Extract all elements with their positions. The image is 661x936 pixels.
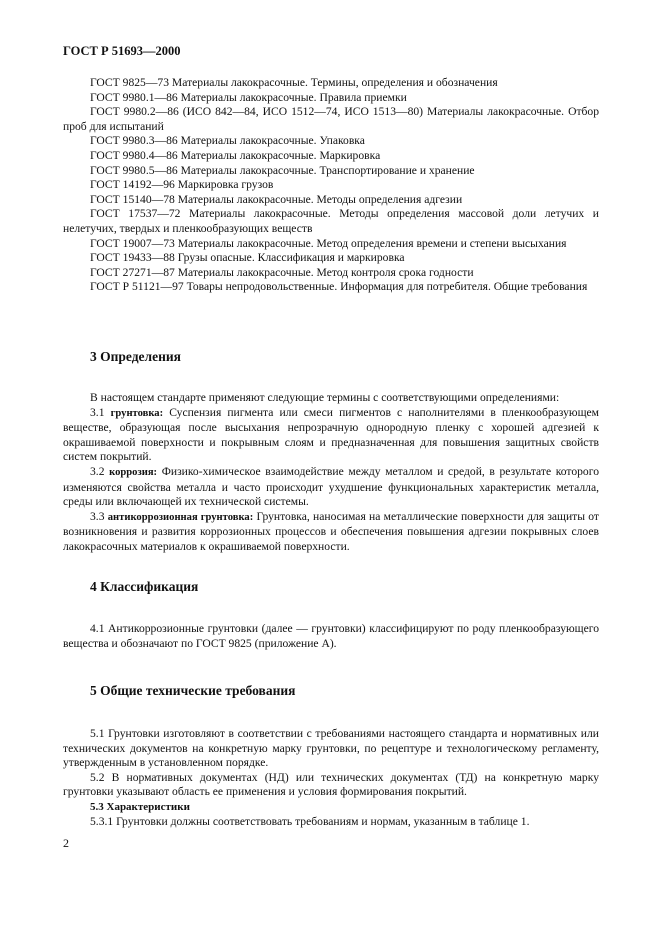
reference-item: ГОСТ 14192—96 Маркировка грузов bbox=[90, 178, 274, 192]
document-header: ГОСТ Р 51693—2000 bbox=[63, 44, 181, 58]
reference-item: ГОСТ 9980.5—86 Материалы лакокрасочные. Транспортирование и хранение bbox=[90, 163, 475, 177]
section-5-body bbox=[63, 727, 599, 829]
section-5-heading: 5 Общие технические требования bbox=[90, 683, 296, 698]
definition-number: 3.1 bbox=[90, 405, 111, 419]
clause-5-2: 5.2 В нормативных документах (НД) или технических документах (ТД) на конкретную марку грунтовки указывают область ее применения и условия формирования покрытий. bbox=[63, 770, 599, 799]
definition-term: грунтовка: bbox=[110, 407, 164, 419]
definition-3-1 bbox=[63, 406, 599, 465]
reference-item: ГОСТ 9980.3—86 Материалы лакокрасочные. Упаковка bbox=[90, 134, 365, 148]
reference-item: ГОСТ Р 51121—97 Товары непродовольственные. Информация для потребителя. Общие требования bbox=[90, 280, 588, 294]
reference-item: ГОСТ 9980.4—86 Материалы лакокрасочные. Маркировка bbox=[90, 148, 381, 162]
reference-item: ГОСТ 15140—78 Материалы лакокрасочные. Методы определения адгезии bbox=[90, 192, 463, 206]
normative-references bbox=[63, 76, 599, 295]
definition-3-2 bbox=[63, 465, 599, 510]
clause-4-1: 4.1 Антикоррозионные грунтовки (далее — грунтовки) классифицируют по роду пленкообразующего вещества и обозначают по ГОСТ 9825 (приложение А). bbox=[63, 622, 599, 650]
subsection-heading bbox=[63, 800, 599, 815]
definition-number: 3.3 bbox=[90, 509, 108, 523]
definition-text: Физико-химическое взаимодействие между металлом и средой, в результате которого изменяются свойства металла и часто происходит ухудшение функциональных характеристик металла, среды или включающей их технической системы. bbox=[63, 464, 599, 509]
reference-item: ГОСТ 19433—88 Грузы опасные. Классификация и маркировка bbox=[90, 251, 405, 265]
definitions-intro: В настоящем стандарте применяют следующие термины с соответствующими определениями: bbox=[90, 391, 560, 404]
subsection-5-3-title: 5.3 Характеристики bbox=[90, 800, 190, 813]
section-4-body bbox=[63, 622, 599, 651]
definition-term: коррозия: bbox=[109, 466, 158, 478]
definition-text: Суспензия пигмента или смеси пигментов с наполнителями в пленкообразующем веществе, образующая после высыхания непрозрачную однородную пленку с хорошей адгезией к окрашиваемой поверхности и покрывным слоям и предназначенная для повышения защитных свойств систем покрытий. bbox=[63, 405, 599, 464]
definition-number: 3.2 bbox=[90, 464, 110, 478]
reference-item: ГОСТ 19007—73 Материалы лакокрасочные. Метод определения времени и степени высыхания bbox=[90, 236, 567, 250]
reference-item: ГОСТ 17537—72 Материалы лакокрасочные. Методы определения массовой доли летучих и нелетучих, твердых и пленкообразующих веществ bbox=[63, 207, 599, 235]
section-3-heading: 3 Определения bbox=[90, 349, 181, 364]
reference-item: ГОСТ 9980.2—86 (ИСО 842—84, ИСО 1512—74, ИСО 1513—80) Материалы лакокрасочные. Отбор проб для испытаний bbox=[63, 105, 599, 133]
clause-5-1: 5.1 Грунтовки изготовляют в соответствии с требованиями настоящего стандарта и нормативных или технических документов на конкретную марку грунтовки, по рецептуре и технологическому регламенту, утвержденным в установленном порядке. bbox=[63, 727, 599, 770]
reference-item: ГОСТ 9825—73 Материалы лакокрасочные. Термины, определения и обозначения bbox=[90, 76, 498, 89]
reference-item: ГОСТ 9980.1—86 Материалы лакокрасочные. Правила приемки bbox=[90, 90, 407, 104]
definition-text: Грунтовка, наносимая на металлические поверхности для защиты от возникновения и развития коррозионных процессов и обеспечения повышения адгезии покрывных слоев лакокрасочных материалов к окрашиваемой поверхности. bbox=[63, 509, 599, 553]
reference-item: ГОСТ 27271—87 Материалы лакокрасочные. Метод контроля срока годности bbox=[90, 265, 474, 279]
section-3-body bbox=[63, 391, 599, 555]
section-4-heading: 4 Классификация bbox=[90, 579, 199, 594]
definition-3-3 bbox=[63, 510, 599, 555]
definition-term: антикоррозионная грунтовка: bbox=[107, 511, 254, 523]
clause-5-3-1: 5.3.1 Грунтовки должны соответствовать требованиям и нормам, указанным в таблице 1. bbox=[90, 814, 530, 828]
page-number: 2 bbox=[63, 836, 69, 850]
